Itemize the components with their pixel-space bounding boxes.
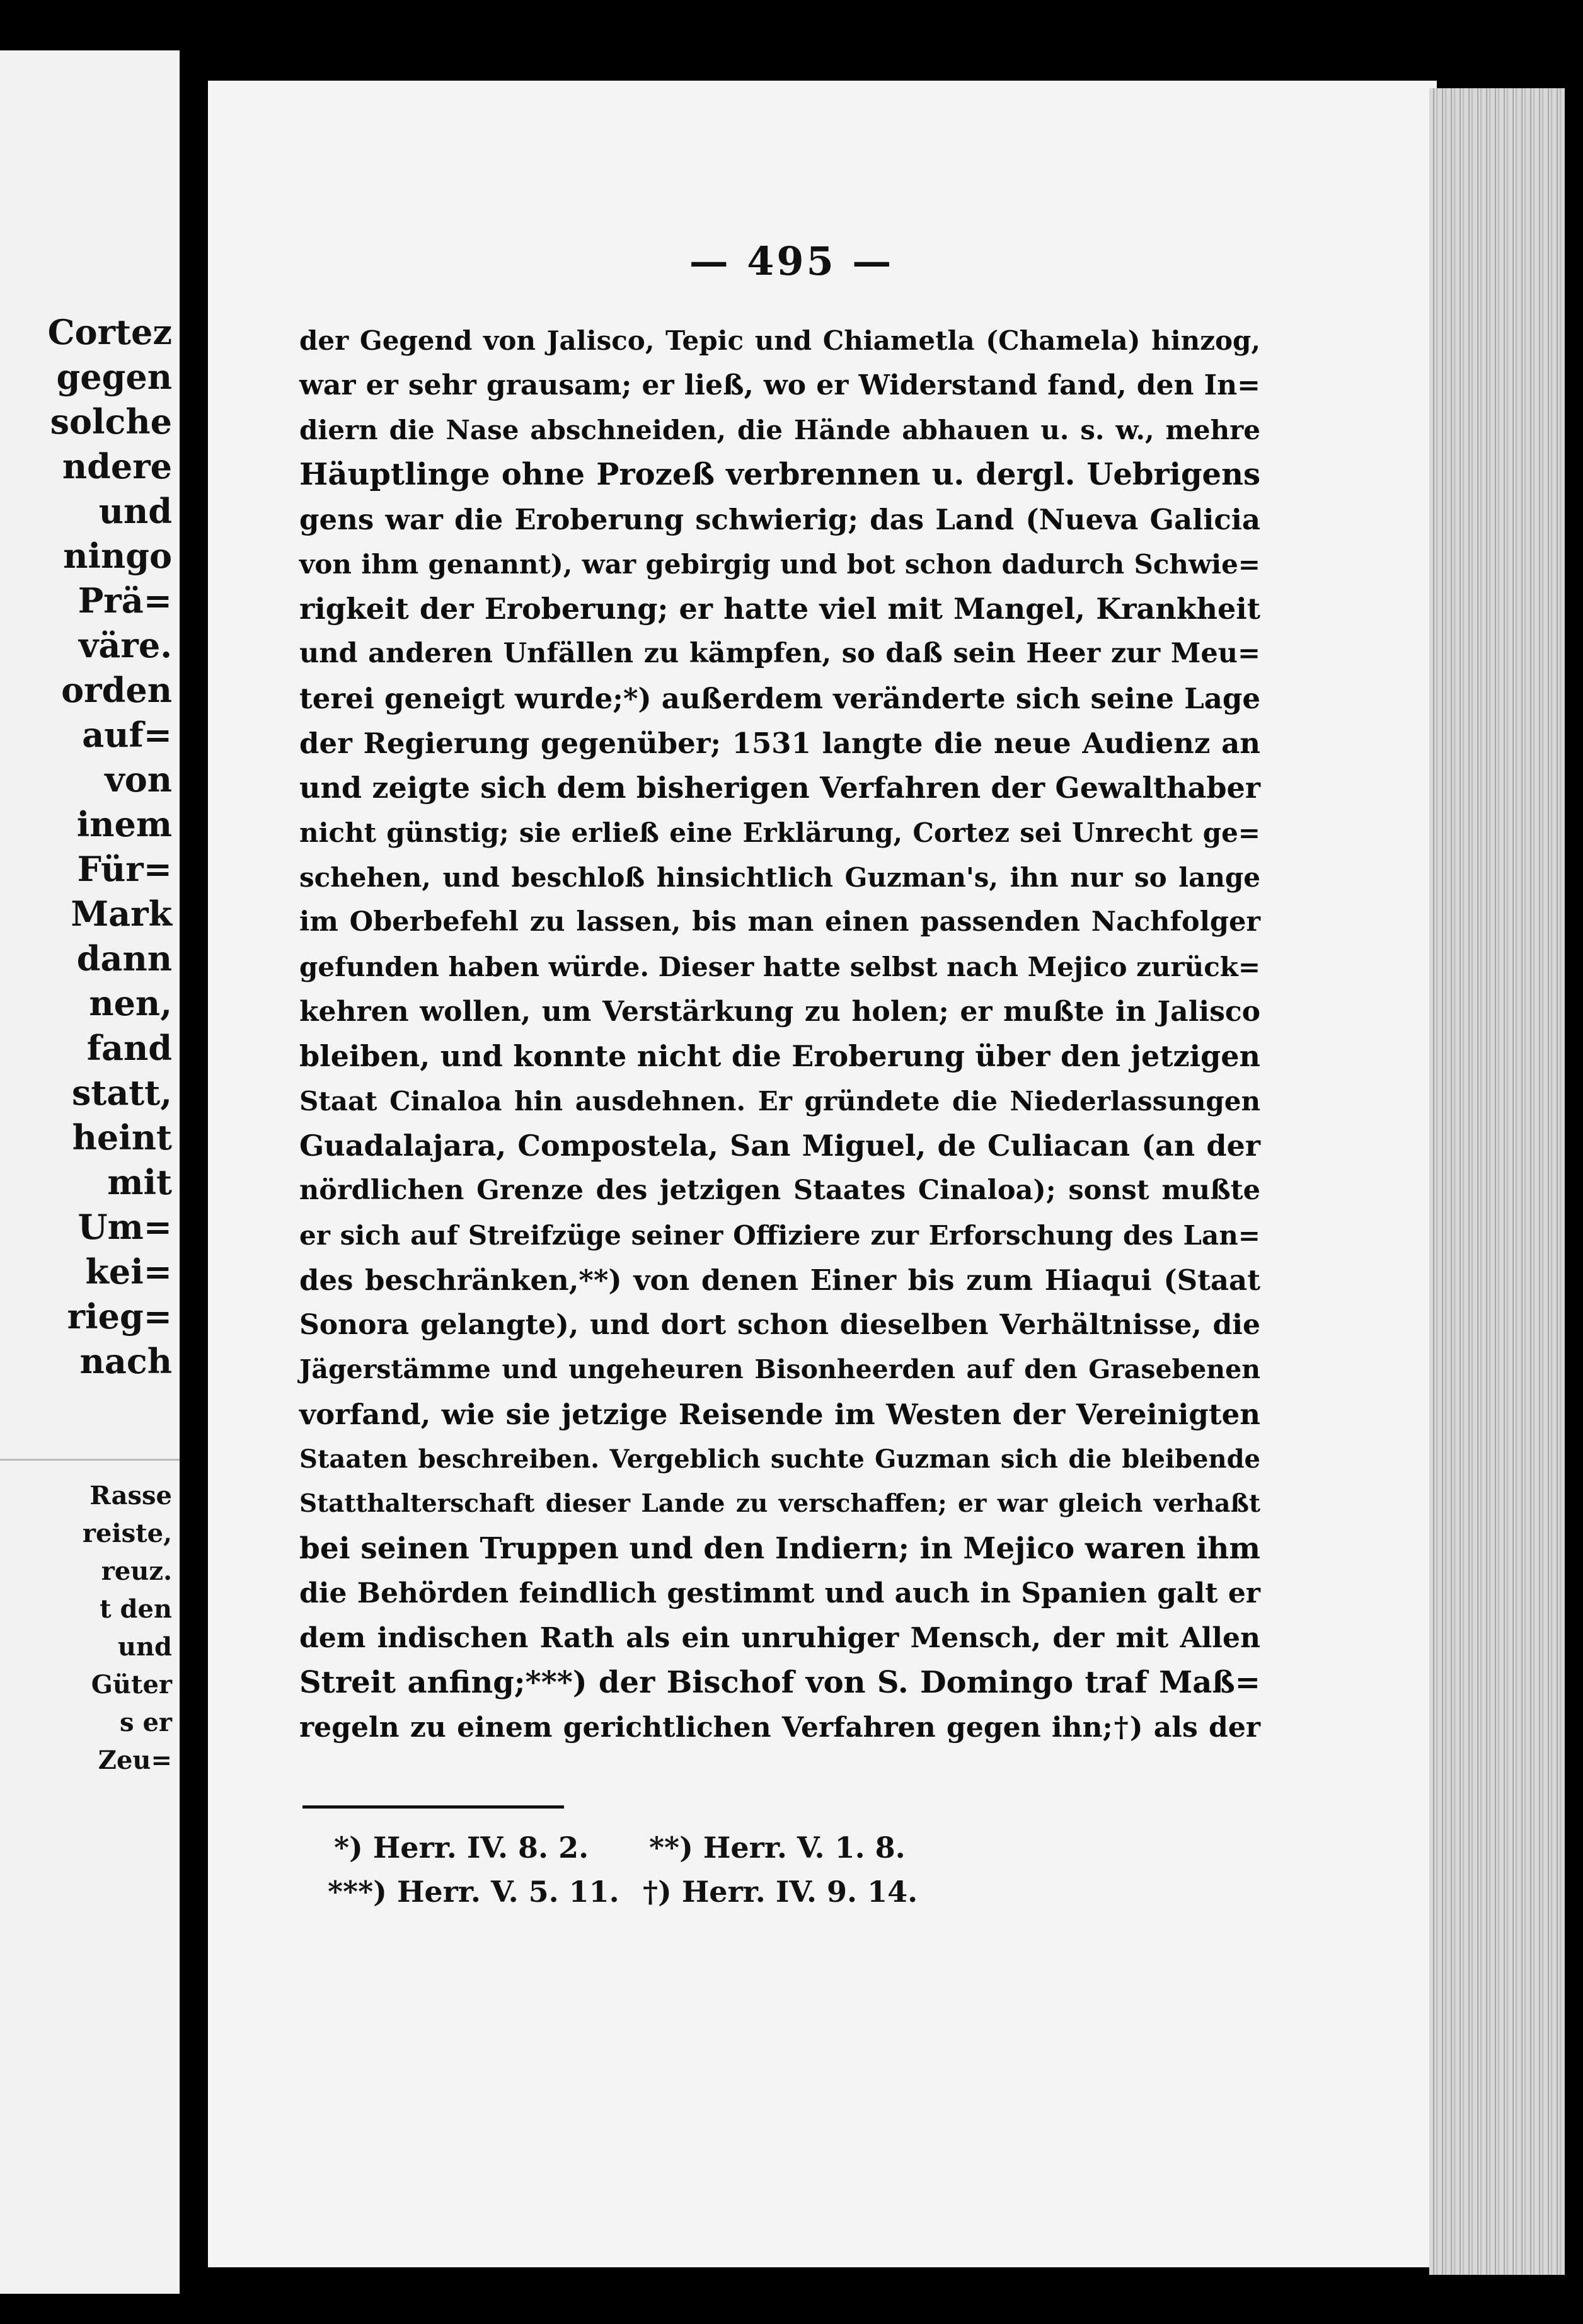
text-line: regeln zu einem gerichtlichen Verfahren gegen ihn;†) als der <box>299 1711 1260 1744</box>
page-edges <box>1429 88 1565 2275</box>
left-page-line: nen, <box>89 983 172 1023</box>
left-page-line: statt, <box>71 1073 172 1113</box>
left-page-line: gegen <box>56 357 172 397</box>
left-page-footnote-line: Rasse <box>89 1481 172 1510</box>
footnote: **) Herr. V. 1. 8. <box>649 1831 906 1865</box>
text-line: Häuptlinge ohne Prozeß verbrennen u. dergl. Uebrigens <box>299 457 1260 492</box>
left-page-fragment <box>0 50 180 2294</box>
left-page-line: Prä= <box>78 580 172 621</box>
text-line: schehen, und beschloß hinsichtlich Guzman's, ihn nur so lange <box>299 862 1260 893</box>
left-page-line: solche <box>50 401 172 442</box>
text-line: Staat Cinaloa hin ausdehnen. Er gründete die Niederlassungen <box>299 1086 1260 1117</box>
footnote-row <box>334 1831 964 1875</box>
text-line: vorfand, wie sie jetzige Reisende im Westen der Vereinigten <box>299 1398 1260 1431</box>
text-line: gefunden haben würde. Dieser hatte selbst nach Mejico zurück= <box>299 952 1261 982</box>
left-page-footnote-line: reuz. <box>101 1556 172 1586</box>
left-page-line: inem <box>76 804 172 844</box>
left-page-footnote-line: und <box>117 1632 172 1662</box>
left-page-line: Cortez <box>47 312 172 352</box>
text-line: dem indischen Rath als ein unruhiger Mensch, der mit Allen <box>299 1622 1260 1654</box>
left-page-line: orden <box>61 670 172 710</box>
left-page-footnote-line: t den <box>100 1594 172 1624</box>
page-number: — 495 — <box>689 238 894 284</box>
text-line: nördlichen Grenze des jetzigen Staates Cinaloa); sonst mußte <box>299 1175 1260 1206</box>
text-line: rigkeit der Eroberung; er hatte viel mit Mangel, Krankheit <box>299 592 1260 626</box>
footnote-row <box>328 1875 964 1919</box>
text-line: im Oberbefehl zu lassen, bis man einen passenden Nachfolger <box>299 906 1260 938</box>
text-line: und anderen Unfällen zu kämpfen, so daß sein Heer zur Meu= <box>299 638 1260 669</box>
footnote: ***) Herr. V. 5. 11. <box>328 1875 619 1909</box>
left-page-line: von <box>105 759 172 800</box>
text-line: Statthalterschaft dieser Lande zu verschaffen; er war gleich verhaßt <box>299 1489 1260 1518</box>
left-page-footnote-line: Güter <box>91 1670 172 1700</box>
left-page-footnote-line: reiste, <box>82 1519 172 1548</box>
left-page-line: ningo <box>63 536 172 576</box>
left-page-footnote-line: s er <box>120 1708 172 1737</box>
left-page-line: Mark <box>71 894 172 934</box>
text-line: bei seinen Truppen und den Indiern; in Mejico waren ihm <box>299 1531 1260 1566</box>
left-page-footnote-line: Zeu= <box>98 1746 172 1775</box>
text-line: des beschränken,**) von denen Einer bis zum Hiaqui (Staat <box>299 1263 1260 1297</box>
footnote-rule <box>302 1805 564 1809</box>
text-line: und zeigte sich dem bisherigen Verfahren der Gewalthaber <box>299 771 1260 805</box>
left-page-line: und <box>98 491 172 531</box>
text-line: die Behörden feindlich gestimmt und auch in Spanien galt er <box>299 1577 1260 1609</box>
footnote: *) Herr. IV. 8. 2. <box>334 1831 589 1865</box>
text-line: Streit anfing;***) der Bischof von S. Domingo traf Maß= <box>299 1665 1260 1700</box>
left-page-line: nach <box>79 1341 172 1381</box>
left-page-line: dann <box>76 938 172 979</box>
text-line: er sich auf Streifzüge seiner Offiziere zur Erforschung des Lan= <box>299 1220 1260 1251</box>
left-page-line: kei= <box>85 1251 172 1292</box>
footnote: †) Herr. IV. 9. 14. <box>643 1875 918 1909</box>
text-line: gens war die Eroberung schwierig; das Land (Nueva Galicia <box>299 503 1260 536</box>
left-page-line: Um= <box>78 1207 172 1247</box>
left-page-line: rieg= <box>67 1296 172 1337</box>
text-line: Staaten beschreiben. Vergeblich suchte Guzman sich die bleibende <box>299 1444 1260 1474</box>
text-line: Sonora gelangte), und dort schon dieselben Verhältnisse, die <box>299 1309 1260 1341</box>
left-page-line: ndere <box>62 446 172 486</box>
text-line: der Regierung gegenüber; 1531 langte die neue Audienz an <box>299 727 1260 760</box>
text-line: der Gegend von Jalisco, Tepic und Chiametla (Chamela) hinzog, <box>299 325 1260 356</box>
left-page-line: Für= <box>77 849 172 889</box>
text-line: Guadalajara, Compostela, San Miguel, de Culiacan (an der <box>299 1129 1260 1163</box>
text-line: kehren wollen, um Verstärkung zu holen; er mußte in Jalisco <box>299 996 1260 1028</box>
text-line: bleiben, und konnte nicht die Eroberung über den jetzigen <box>299 1039 1260 1073</box>
left-page-footnote-rule <box>0 1459 180 1461</box>
text-line: nicht günstig; sie erließ eine Erklärung, Cortez sei Unrecht ge= <box>299 817 1260 848</box>
left-page-line: heint <box>72 1117 172 1158</box>
left-page-line: auf= <box>82 715 172 755</box>
left-page-line: väre. <box>79 625 172 665</box>
text-line: war er sehr grausam; er ließ, wo er Widerstand fand, den In= <box>299 369 1260 401</box>
text-line: terei geneigt wurde;*) außerdem veränderte sich seine Lage <box>299 682 1260 715</box>
left-page-line: fand <box>86 1028 172 1068</box>
text-line: diern die Nase abschneiden, die Hände abhauen u. s. w., mehre <box>299 415 1260 446</box>
text-line: von ihm genannt), war gebirgig und bot schon dadurch Schwie= <box>299 549 1260 580</box>
text-line: Jägerstämme und ungeheuren Bisonheerden auf den Grasebenen <box>299 1354 1260 1384</box>
left-page-line: mit <box>107 1162 172 1202</box>
